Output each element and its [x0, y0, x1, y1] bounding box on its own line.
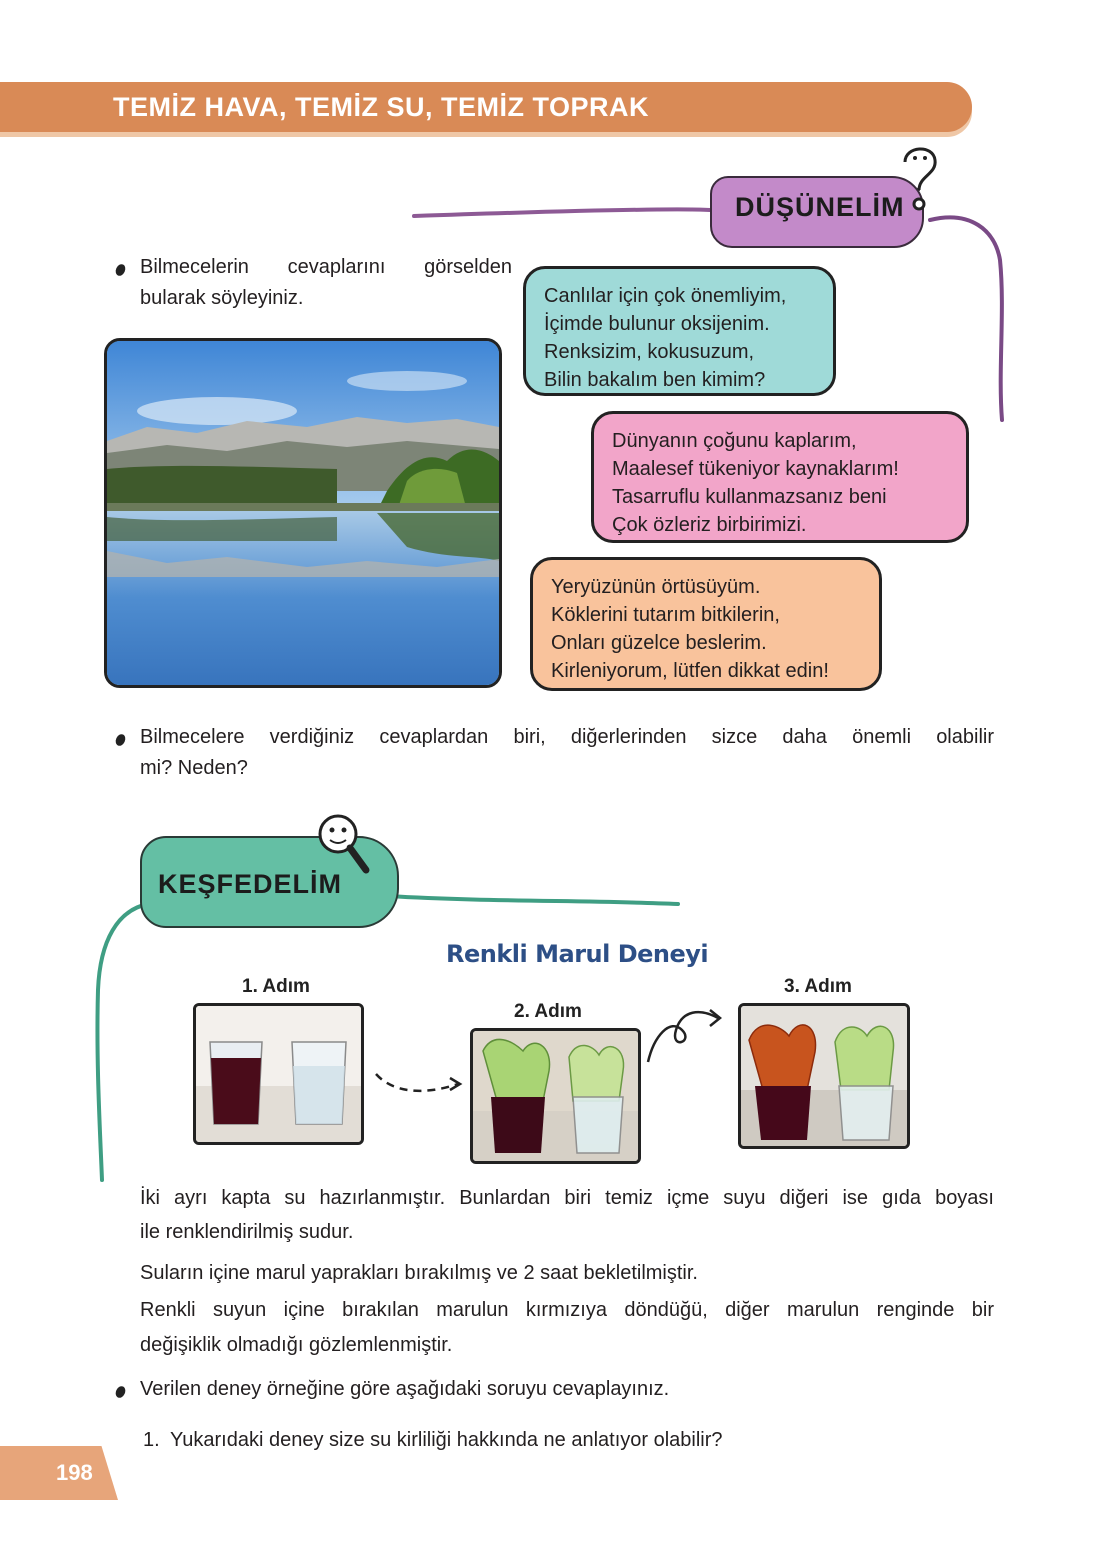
riddle-line: Yeryüzünün örtüsüyüm.: [551, 576, 761, 598]
step-3-photo: [738, 1003, 910, 1149]
riddle-instruction-line1: Bilmecelerin cevaplarını görselden: [140, 256, 512, 278]
riddle-line: Kirleniyorum, lütfen dikkat edin!: [551, 660, 829, 682]
bullet-icon: [114, 263, 127, 278]
dashed-arrow-icon: [372, 1062, 467, 1102]
experiment-question: Yukarıdaki deney size su kirliliği hakkında ne anlatıyor olabilir?: [170, 1429, 723, 1451]
bullet-icon: [114, 733, 127, 748]
step-1-label: 1. Adım: [242, 976, 310, 997]
step-2-photo: [470, 1028, 641, 1164]
experiment-title: Renkli Marul Deneyi: [446, 940, 709, 968]
magnifier-icon: [312, 808, 372, 878]
riddle-line: Onları güzelce beslerim.: [551, 632, 767, 654]
riddle-bubble-air: [523, 266, 836, 396]
importance-question-line1: Bilmecelere verdiğiniz cevaplardan biri, diğerlerinden sizce daha önemli olabilir: [140, 726, 994, 748]
dusunelim-label: DÜŞÜNELİM: [735, 192, 905, 222]
page-title: TEMİZ HAVA, TEMİZ SU, TEMİZ TOPRAK: [113, 92, 649, 122]
riddle-line: Bilin bakalım ben kimim?: [544, 369, 766, 391]
riddle-line: İçimde bulunur oksijenim.: [544, 313, 770, 335]
riddle-bubble-water: [591, 411, 969, 543]
page-number: 198: [56, 1460, 93, 1485]
riddle-line: Tasarruflu kullanmazsanız beni: [612, 486, 887, 508]
question-mark-icon: [895, 140, 945, 220]
curly-arrow-icon: [640, 1000, 730, 1070]
lake-landscape-image: [107, 341, 499, 685]
riddle-line: Dünyanın çoğunu kaplarım,: [612, 430, 857, 452]
question-number: 1.: [143, 1429, 160, 1451]
experiment-text-1b: ile renklendirilmiş sudur.: [140, 1221, 354, 1243]
lettuce-in-glasses-image: [473, 1031, 638, 1161]
step-3-label: 3. Adım: [784, 976, 852, 997]
riddle-line: Renksizim, kokusuzum,: [544, 341, 755, 363]
riddle-line: Maalesef tükeniyor kaynaklarım!: [612, 458, 899, 480]
riddle-line: Canlılar için çok önemliyim,: [544, 285, 787, 307]
experiment-text-1a: İki ayrı kapta su hazırlanmıştır. Bunlardan biri temiz içme suyu diğeri ise gıda boyası: [140, 1187, 994, 1209]
riddle-line: Köklerini tutarım bitkilerin,: [551, 604, 780, 626]
riddle-instruction-line2: bularak söyleyiniz.: [140, 287, 304, 309]
bullet-icon: [114, 1385, 127, 1400]
step-1-photo: [193, 1003, 364, 1145]
step-2-label: 2. Adım: [514, 1001, 582, 1022]
colored-lettuce-image: [741, 1006, 907, 1146]
experiment-instruction: Verilen deney örneğine göre aşağıdaki soruyu cevaplayınız.: [140, 1378, 670, 1400]
riddle-line: Çok özleriz birbirimizi.: [612, 514, 807, 536]
kesfedelim-label: KEŞFEDELİM: [158, 869, 343, 899]
riddle-bubble-soil: [530, 557, 882, 691]
importance-question-line2: mi? Neden?: [140, 757, 248, 779]
experiment-text-2: Suların içine marul yaprakları bırakılmış ve 2 saat bekletilmiştir.: [140, 1262, 698, 1284]
experiment-text-3a: Renkli suyun içine bırakılan marulun kırmızıya döndüğü, diğer marulun renginde bir: [140, 1299, 994, 1321]
two-glasses-image: [196, 1006, 361, 1142]
experiment-text-3b: değişiklik olmadığı gözlemlenmiştir.: [140, 1334, 453, 1356]
lake-mountain-photo: [104, 338, 502, 688]
